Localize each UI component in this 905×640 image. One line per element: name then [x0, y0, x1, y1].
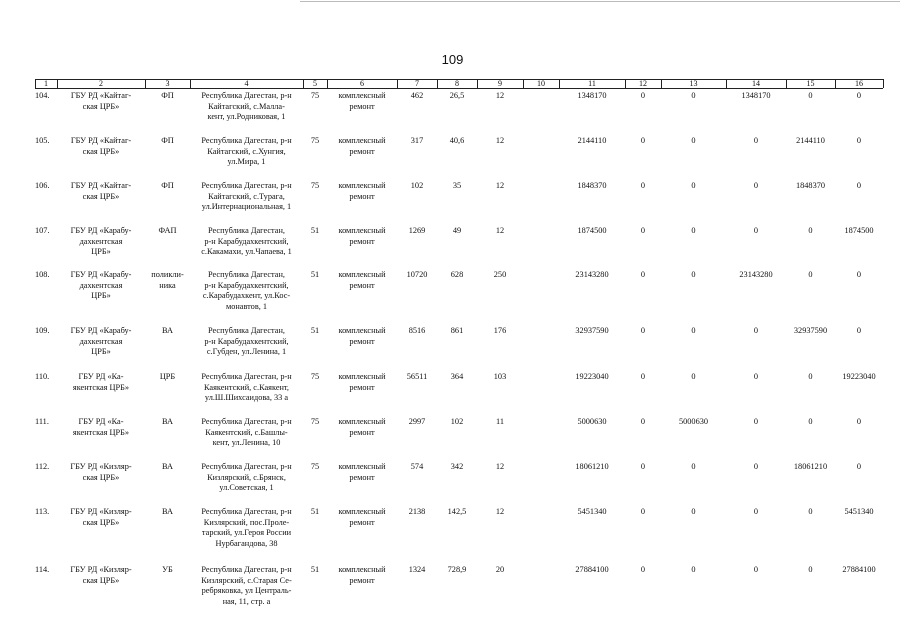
col14-value: 0 [753, 181, 759, 190]
col13-value: 0 [691, 226, 696, 235]
header-col-8: 8 [455, 79, 459, 88]
institution [57, 507, 145, 528]
col7-value: 56511 [406, 372, 428, 381]
facility-type [145, 226, 190, 237]
work-type-line: комплексный [338, 417, 386, 426]
institution [57, 372, 145, 393]
col12-value: 0 [640, 181, 646, 190]
facility-type-line: УБ [162, 565, 173, 574]
institution-line: ГБУ РД «Карабу- [70, 226, 132, 235]
col9-value: 12 [495, 507, 505, 516]
col5-value: 51 [310, 565, 320, 574]
col8-value: 49 [452, 226, 462, 235]
col15-value: 32937590 [793, 326, 828, 335]
col9-value: 12 [495, 136, 505, 145]
institution-line: ГБУ РД «Кизляр- [70, 565, 132, 574]
work-type-line: ремонт [349, 517, 375, 527]
address-line: ул.Мира, 1 [227, 157, 266, 166]
work-type [327, 565, 397, 586]
row-number: 110. [35, 372, 50, 381]
col15-value: 0 [808, 507, 813, 516]
work-type-line: ремонт [349, 382, 375, 392]
col5-value: 75 [310, 462, 320, 471]
col8-value: 628 [450, 270, 464, 279]
address-line: р-н Карабудахкентский, [204, 280, 289, 290]
col12-value: 0 [640, 270, 646, 279]
address-line: ул.Ш.Шихсаидова, 33 а [204, 393, 289, 402]
header-col-13: 13 [689, 79, 698, 88]
work-type-line: комплексный [338, 226, 386, 235]
col11-value: 19223040 [575, 372, 609, 381]
col8-value: 35 [452, 181, 462, 190]
institution-line: ГБУ РД «Кайтаг- [70, 91, 132, 100]
col7-value: 8516 [408, 326, 426, 335]
col13-value: 0 [691, 91, 696, 100]
address [190, 91, 303, 123]
address [190, 136, 303, 168]
col16-value: 0 [856, 181, 862, 190]
address [190, 417, 303, 449]
address [190, 181, 303, 213]
work-type-line: комплексный [338, 372, 386, 381]
institution-line: ЦРБ» [91, 291, 111, 300]
address-line: Кайтагский, с.Малла- [208, 101, 285, 111]
work-type [327, 270, 397, 291]
col14-value: 0 [753, 565, 759, 574]
facility-type [145, 462, 190, 473]
work-type-line: ремонт [349, 236, 375, 246]
address-line: Республика Дагестан, [208, 270, 285, 279]
header-bottom-line [35, 88, 883, 89]
address-line: Республика Дагестан, р-н [201, 91, 292, 100]
address [190, 565, 303, 607]
work-type-line: комплексный [338, 136, 386, 145]
col12-value: 0 [640, 226, 646, 235]
institution [57, 136, 145, 157]
col5-value: 51 [310, 326, 320, 335]
facility-type [145, 417, 190, 428]
col8-value: 861 [450, 326, 464, 335]
col14-value: 0 [753, 372, 759, 381]
facility-type-line: ФП [161, 181, 174, 190]
col16-value: 19223040 [842, 372, 876, 381]
col8-value: 142,5 [447, 507, 467, 516]
facility-type [145, 372, 190, 383]
address-line: Каякентский, с.Каякент, [203, 382, 290, 392]
col9-value: 20 [495, 565, 505, 574]
address-line: Нурбагандова, 38 [215, 538, 278, 548]
address [190, 326, 303, 358]
col16-value: 0 [856, 136, 862, 145]
col7-value: 1269 [408, 226, 426, 235]
institution-line: ская ЦРБ» [82, 575, 120, 585]
col13-value: 0 [691, 326, 696, 335]
col11-value: 23143280 [575, 270, 609, 279]
header-col-15: 15 [806, 79, 815, 88]
address [190, 372, 303, 404]
institution-line: ская ЦРБ» [82, 517, 120, 527]
row-number: 109. [35, 326, 50, 335]
facility-type [145, 181, 190, 192]
col12-value: 0 [640, 462, 646, 471]
header-col-10: 10 [537, 79, 545, 88]
address-line: Республика Дагестан, [208, 226, 285, 235]
col9-value: 12 [495, 226, 505, 235]
address-line: Кайтагский, с.Турага, [208, 191, 285, 201]
work-type [327, 91, 397, 112]
address-line: кент, ул.Ленина, 10 [212, 438, 281, 447]
institution-line: якентская ЦРБ» [72, 427, 130, 437]
col14-value: 0 [753, 326, 759, 335]
header-col-1: 1 [44, 79, 48, 88]
header-divider [786, 79, 787, 88]
address-line: Республика Дагестан, р-н [201, 507, 292, 516]
row-number: 111. [35, 417, 49, 426]
col7-value: 574 [410, 462, 424, 471]
col5-value: 75 [310, 417, 320, 426]
col7-value: 462 [410, 91, 424, 100]
col7-value: 2138 [408, 507, 426, 516]
institution-line: ская ЦРБ» [82, 101, 120, 111]
institution-line: ЦРБ» [91, 347, 111, 356]
institution-line: ЦРБ» [91, 247, 111, 256]
address-line: Кизлярский, с.Старая Се- [201, 575, 292, 585]
header-divider [190, 79, 191, 88]
address-line: с.Какамахи, ул.Чапаева, 1 [201, 247, 292, 256]
col16-value: 27884100 [842, 565, 876, 574]
institution-line: ская ЦРБ» [82, 191, 120, 201]
col12-value: 0 [640, 507, 646, 516]
scan-top-rule [300, 1, 900, 2]
header-divider [661, 79, 662, 88]
work-type-line: ремонт [349, 575, 375, 585]
institution [57, 226, 145, 258]
address-line: монавтов, 1 [225, 301, 268, 311]
institution-line: ГБУ РД «Кизляр- [70, 507, 132, 516]
row-number: 112. [35, 462, 50, 471]
facility-type-line: ФП [161, 136, 174, 145]
col15-value: 1848370 [795, 181, 826, 190]
col11-value: 1874500 [577, 226, 607, 235]
col13-value: 0 [691, 462, 696, 471]
col8-value: 26,5 [449, 91, 465, 100]
header-divider [303, 79, 304, 88]
institution [57, 326, 145, 358]
header-col-16: 16 [855, 79, 863, 88]
facility-type-line: ника [159, 280, 176, 290]
header-divider [523, 79, 524, 88]
col7-value: 317 [410, 136, 424, 145]
institution [57, 91, 145, 112]
row-number: 114. [35, 565, 50, 574]
col16-value: 0 [856, 270, 862, 279]
header-divider [35, 79, 36, 88]
address-line: Кизлярский, с.Брянск, [207, 472, 286, 482]
work-type-line: ремонт [349, 427, 375, 437]
facility-type-line: ФП [161, 91, 174, 100]
work-type-line: комплексный [338, 565, 386, 574]
header-col-3: 3 [165, 79, 170, 88]
row-number: 104. [35, 91, 50, 100]
row-number: 113. [35, 507, 50, 516]
header-col-6: 6 [360, 79, 364, 88]
col14-value: 0 [753, 462, 759, 471]
work-type [327, 326, 397, 347]
header-divider [145, 79, 146, 88]
col16-value: 5451340 [844, 507, 874, 516]
col8-value: 728,9 [447, 565, 467, 574]
col7-value: 1324 [408, 565, 426, 574]
address-line: Республика Дагестан, [208, 326, 285, 335]
institution-line: ГБУ РД «Карабу- [70, 270, 132, 279]
col9-value: 103 [493, 372, 507, 381]
facility-type-line: ФАП [158, 226, 177, 235]
col12-value: 0 [640, 91, 646, 100]
work-type-line: ремонт [349, 280, 375, 290]
work-type-line: ремонт [349, 336, 375, 346]
institution-line: ская ЦРБ» [82, 146, 120, 156]
address [190, 270, 303, 312]
col12-value: 0 [640, 417, 646, 426]
address [190, 226, 303, 258]
col13-value: 0 [691, 507, 696, 516]
col8-value: 102 [450, 417, 464, 426]
col15-value: 0 [808, 91, 813, 100]
col9-value: 12 [495, 462, 505, 471]
address-line: р-н Карабудахкентский, [204, 336, 289, 346]
institution-line: дахкентская [79, 280, 123, 290]
facility-type-line: поликли- [151, 270, 184, 279]
work-type-line: ремонт [349, 191, 375, 201]
work-type-line: ремонт [349, 101, 375, 111]
col11-value: 5000630 [577, 417, 607, 426]
institution-line: ГБУ РД «Ка- [78, 372, 124, 381]
facility-type-line: ВА [161, 507, 173, 516]
work-type-line: комплексный [338, 91, 386, 100]
work-type-line: комплексный [338, 507, 386, 516]
address-line: кент, ул.Родниковая, 1 [207, 112, 286, 121]
header-col-14: 14 [752, 79, 760, 88]
institution-line: ская ЦРБ» [82, 472, 120, 482]
address [190, 462, 303, 494]
col8-value: 40,6 [449, 136, 465, 145]
header-col-4: 4 [244, 79, 249, 88]
col7-value: 10720 [406, 270, 428, 279]
col9-value: 250 [493, 270, 507, 279]
row-number: 108. [35, 270, 50, 279]
institution-line: ГБУ РД «Карабу- [70, 326, 132, 335]
header-divider [625, 79, 626, 88]
col9-value: 12 [495, 91, 505, 100]
col12-value: 0 [640, 136, 646, 145]
facility-type [145, 565, 190, 576]
header-col-11: 11 [588, 79, 596, 88]
address-line: ул.Интернациональная, 1 [201, 202, 292, 211]
col5-value: 75 [310, 91, 320, 100]
col5-value: 75 [310, 136, 320, 145]
col9-value: 176 [493, 326, 507, 335]
work-type [327, 181, 397, 202]
col11-value: 1848370 [577, 181, 607, 190]
col11-value: 1348170 [577, 91, 607, 100]
address-line: ул.Советская, 1 [219, 483, 274, 492]
col5-value: 51 [310, 270, 320, 279]
address-line: Кизлярский, пос.Проле- [203, 517, 290, 527]
header-divider [726, 79, 727, 88]
header-col-5: 5 [313, 79, 317, 88]
work-type [327, 462, 397, 483]
col12-value: 0 [640, 326, 646, 335]
col16-value: 1874500 [844, 226, 874, 235]
facility-type-line: ВА [161, 462, 173, 471]
facility-type [145, 507, 190, 518]
header-col-2: 2 [99, 79, 103, 88]
col13-value: 0 [691, 181, 696, 190]
col15-value: 0 [808, 270, 813, 279]
col13-value: 0 [691, 565, 696, 574]
facility-type-line: ВА [161, 417, 173, 426]
col8-value: 342 [450, 462, 464, 471]
work-type [327, 507, 397, 528]
address-line: Кайтагский, с.Хунгия, [207, 146, 286, 156]
row-number: 105. [35, 136, 50, 145]
address-line: Республика Дагестан, р-н [201, 136, 292, 145]
work-type [327, 417, 397, 438]
col11-value: 18061210 [575, 462, 609, 471]
institution-line: якентская ЦРБ» [72, 382, 130, 392]
col14-value: 23143280 [739, 270, 773, 279]
address-line: с.Карабудахкент, ул.Кос- [202, 291, 291, 300]
col13-value: 0 [691, 136, 696, 145]
col5-value: 51 [310, 226, 320, 235]
work-type-line: комплексный [338, 326, 386, 335]
col14-value: 0 [753, 136, 759, 145]
col8-value: 364 [450, 372, 464, 381]
work-type-line: комплексный [338, 462, 386, 471]
header-divider [835, 79, 836, 88]
col7-value: 2997 [408, 417, 426, 426]
header-divider [477, 79, 478, 88]
address-line: Республика Дагестан, р-н [201, 372, 292, 381]
header-divider [327, 79, 328, 88]
header-divider [883, 79, 884, 88]
address-line: с.Губден, ул.Ленина, 1 [206, 347, 287, 356]
col13-value: 0 [691, 372, 696, 381]
col5-value: 75 [310, 181, 320, 190]
col11-value: 32937590 [575, 326, 609, 335]
work-type-line: ремонт [349, 472, 375, 482]
col14-value: 1348170 [741, 91, 771, 100]
address-line: Республика Дагестан, р-н [201, 565, 292, 574]
work-type-line: комплексный [338, 181, 386, 190]
facility-type-line: ВА [161, 326, 173, 335]
col15-value: 18061210 [793, 462, 828, 471]
work-type-line: комплексный [338, 270, 386, 279]
institution [57, 181, 145, 202]
row-number: 106. [35, 181, 50, 190]
facility-type [145, 326, 190, 337]
header-col-12: 12 [639, 79, 647, 88]
institution-line: дахкентская [79, 236, 123, 246]
col16-value: 0 [856, 326, 862, 335]
header-col-9: 9 [498, 79, 502, 88]
col15-value: 0 [808, 226, 813, 235]
col15-value: 0 [808, 565, 813, 574]
institution [57, 417, 145, 438]
col11-value: 2144110 [577, 136, 607, 145]
col9-value: 12 [495, 181, 505, 190]
address-line: ная, 11, стр. а [222, 596, 271, 606]
institution [57, 270, 145, 302]
address-line: Республика Дагестан, р-н [201, 417, 292, 426]
col15-value: 2144110 [796, 136, 825, 145]
row-number: 107. [35, 226, 50, 235]
address-line: р-н Карабудахкентский, [204, 236, 289, 246]
address-line: Республика Дагестан, р-н [201, 462, 292, 471]
work-type-line: ремонт [349, 146, 375, 156]
col7-value: 102 [410, 181, 424, 190]
col13-value: 5000630 [678, 417, 709, 426]
address-line: Республика Дагестан, р-н [201, 181, 292, 190]
col14-value: 0 [753, 226, 759, 235]
institution [57, 565, 145, 586]
address [190, 507, 303, 549]
col14-value: 0 [753, 417, 759, 426]
header-divider [437, 79, 438, 88]
col16-value: 0 [856, 417, 862, 426]
page-number: 109 [441, 52, 464, 67]
col16-value: 0 [856, 462, 862, 471]
institution-line: ГБУ РД «Ка- [78, 417, 124, 426]
facility-type [145, 136, 190, 147]
col5-value: 51 [310, 507, 320, 516]
address-line: тарский, ул.Героя России [201, 528, 292, 537]
col16-value: 0 [856, 91, 862, 100]
facility-type [145, 270, 190, 291]
work-type [327, 136, 397, 157]
work-type [327, 226, 397, 247]
institution-line: ГБУ РД «Кайтаг- [70, 181, 132, 190]
header-divider [397, 79, 398, 88]
institution [57, 462, 145, 483]
col11-value: 27884100 [575, 565, 609, 574]
col12-value: 0 [640, 565, 646, 574]
header-divider [559, 79, 560, 88]
address-line: ребряковка, ул Централь- [201, 586, 292, 595]
col15-value: 0 [808, 372, 813, 381]
facility-type-line: ЦРБ [159, 372, 176, 381]
col11-value: 5451340 [577, 507, 607, 516]
header-divider [57, 79, 58, 88]
work-type [327, 372, 397, 393]
col5-value: 75 [310, 372, 320, 381]
facility-type [145, 91, 190, 102]
col15-value: 0 [808, 417, 813, 426]
col9-value: 11 [496, 417, 504, 426]
header-col-7: 7 [415, 79, 419, 88]
col13-value: 0 [691, 270, 696, 279]
address-line: Каякентский, с.Башлы- [205, 427, 288, 437]
institution-line: дахкентская [79, 336, 123, 346]
col12-value: 0 [640, 372, 646, 381]
institution-line: ГБУ РД «Кайтаг- [70, 136, 132, 145]
col14-value: 0 [753, 507, 759, 516]
institution-line: ГБУ РД «Кизляр- [70, 462, 132, 471]
